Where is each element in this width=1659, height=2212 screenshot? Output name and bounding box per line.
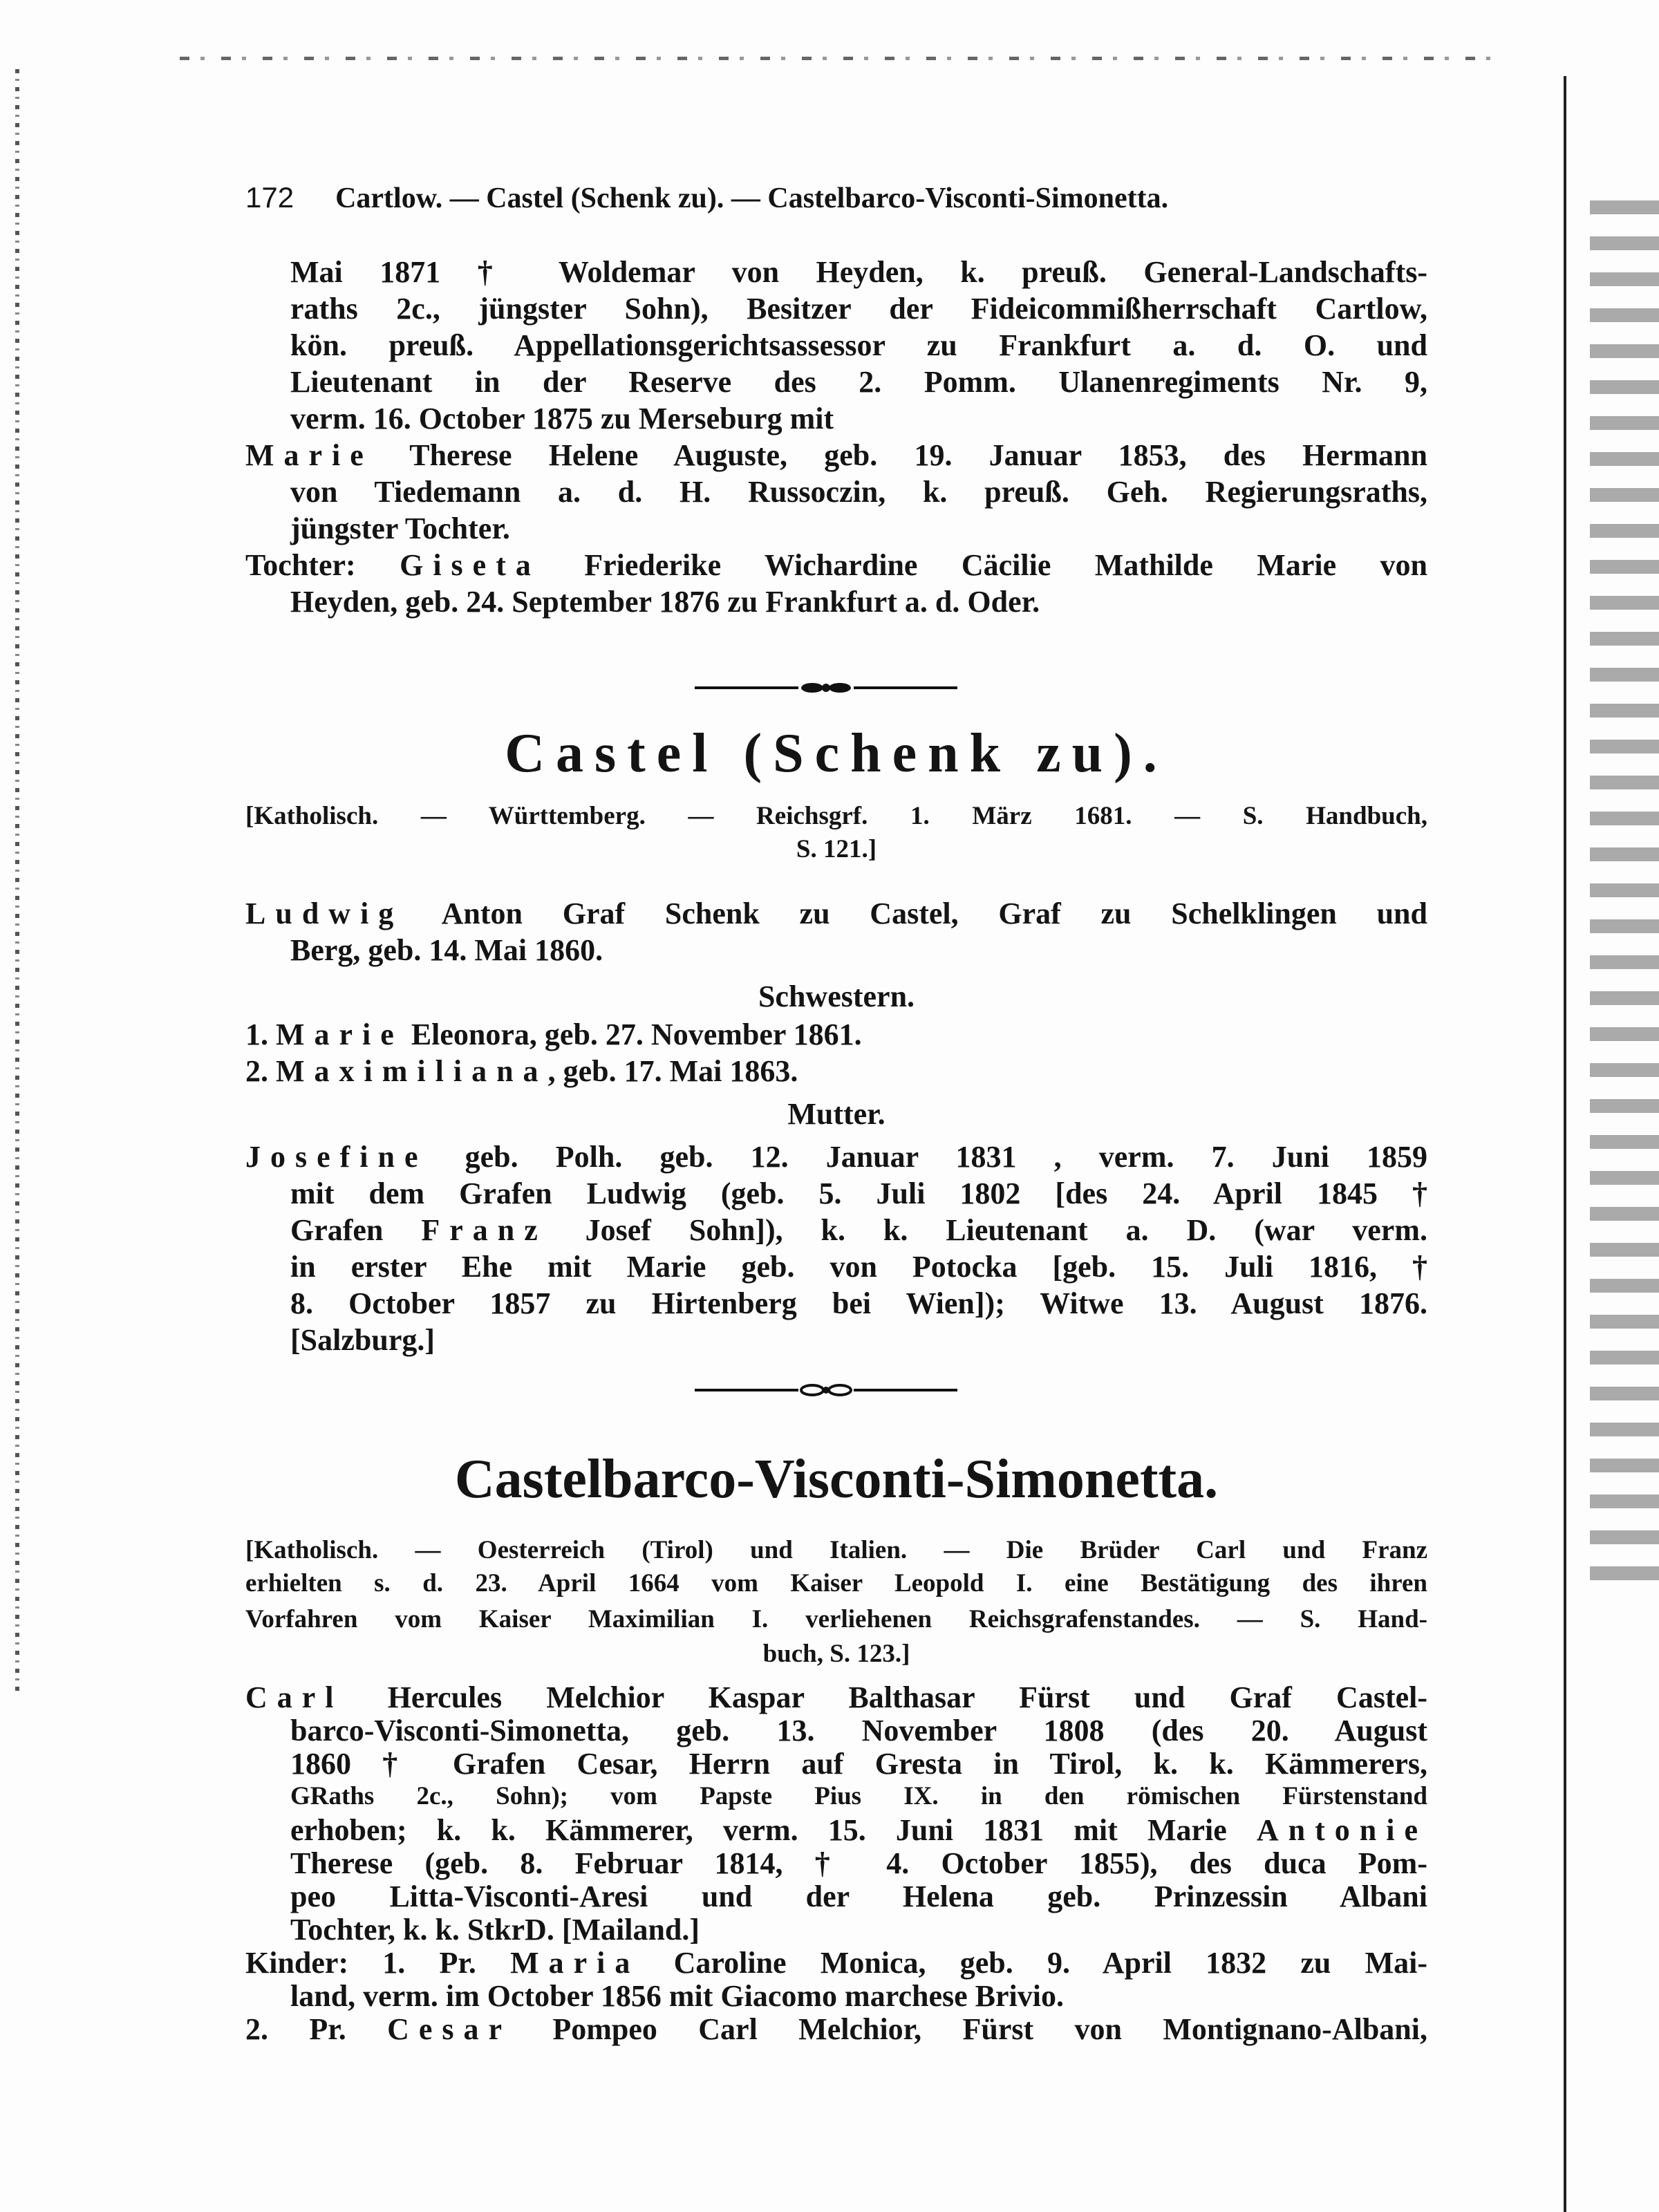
text-line: jüngster Tochter. (290, 512, 510, 545)
spaced-name: Maria (510, 1946, 640, 1980)
text-line: verm. 16. October 1875 zu Merseburg mit (290, 402, 834, 435)
text-line (245, 1139, 1427, 1175)
adjacent-page-fragment (1590, 200, 1659, 1583)
text-line: Mai 1871 † Woldemar von Heyden, k. preuß. General-Landschafts- (290, 255, 1427, 289)
text-line: kön. preuß. Appellationsgerichtsassessor zu Frankfurt a. d. O. und (290, 328, 1427, 362)
scan-edge-noise-left (15, 69, 19, 1694)
spaced-name: Cesar (387, 2012, 512, 2046)
list-number: 1. (245, 1018, 276, 1051)
spaced-name: Antonie (1256, 1813, 1427, 1847)
line-text: , geb. 17. Mai 1863. (547, 1054, 798, 1088)
subheading-mother: Mutter. (787, 1097, 885, 1131)
text-line: barco-Visconti-Simonetta, geb. 13. November 1808 (des 20. August (290, 1714, 1427, 1747)
scan-edge-noise-top (180, 57, 1493, 60)
line-text: Josef Sohn]), k. k. Lieutenant a. D. (war verm. (547, 1213, 1427, 1247)
text-line: peo Litta-Visconti-Aresi und der Helena geb. Prinzessin Albani (290, 1880, 1427, 1913)
note-line: Vorfahren vom Kaiser Maximilian I. verliehenen Reichsgrafenstandes. — S. Hand- (245, 1605, 1427, 1633)
subheading-sisters: Schwestern. (758, 980, 915, 1013)
line-text: Hercules Melchior Kaspar Balthasar Fürst und Graf Castel- (343, 1680, 1427, 1714)
spaced-name: Marie (245, 438, 373, 472)
list-item (245, 1017, 1427, 1053)
text-line (290, 1212, 1427, 1248)
line-text: Caroline Monica, geb. 9. April 1832 zu Mai- (639, 1946, 1428, 1980)
running-title: Cartlow. — Castel (Schenk zu). — Castelbarco-Visconti-Simonetta. (335, 182, 1169, 214)
text-line: Lieutenant in der Reserve des 2. Pomm. Ulanenregiments Nr. 9, (290, 365, 1427, 399)
spaced-name: Carl (245, 1680, 344, 1714)
section-title-castel: Castel (Schenk zu). (505, 723, 1168, 784)
spaced-name: Marie (276, 1018, 404, 1051)
note-line: [Katholisch. — Oesterreich (Tirol) und Italien. — Die Brüder Carl und Franz (245, 1536, 1427, 1564)
spaced-name: Maximiliana (276, 1054, 548, 1088)
text-line: GRaths 2c., Sohn); vom Papste Pius IX. in den römischen Fürstenstand (290, 1782, 1427, 1810)
text-line: [Salzburg.] (290, 1323, 435, 1357)
list-number: 2. (245, 1054, 276, 1088)
spaced-name: Giseta (400, 548, 541, 582)
spaced-name: Franz (421, 1213, 547, 1247)
text-line: mit dem Grafen Ludwig (geb. 5. Juli 1802 [des 24. April 1845 † (290, 1177, 1427, 1210)
line-text: Therese Helene Auguste, geb. 19. Januar 1853, des Hermann (373, 438, 1427, 472)
line-text: Pompeo Carl Melchior, Fürst von Montignano-Albani, (512, 2012, 1427, 2046)
text-line: land, verm. im October 1856 mit Giacomo marchese Brivio. (290, 1979, 1064, 2013)
page-number: 172 (245, 181, 294, 214)
page-gutter-line (1564, 76, 1566, 2212)
text-line (245, 2012, 1427, 2047)
note-line: buch, S. 123.] (762, 1640, 910, 1668)
note-line: S. 121.] (796, 835, 877, 863)
list-number: 2. Pr. (245, 2012, 388, 2046)
spaced-name: Ludwig (245, 897, 404, 930)
text-line: Berg, geb. 14. Mai 1860. (290, 933, 603, 967)
text-line (245, 438, 1427, 474)
line-text: geb. Polh. geb. 12. Januar 1831 , verm. 7. Juni 1859 (427, 1140, 1427, 1174)
note-line: [Katholisch. — Württemberg. — Reichsgrf. 1. März 1681. — S. Handbuch, (245, 802, 1427, 830)
text-line (290, 1812, 1427, 1848)
line-label: Tochter: (245, 548, 400, 582)
line-text: Grafen (290, 1213, 422, 1247)
line-text: Friederike Wichardine Cäcilie Mathilde Marie von (540, 548, 1428, 582)
list-item (245, 1053, 1427, 1089)
section-divider-ornament (695, 1380, 957, 1400)
section-divider-ornament (695, 677, 957, 698)
text-line: Therese (geb. 8. Februar 1814, † 4. October 1855), des duca Pom- (290, 1846, 1427, 1880)
line-text: Eleonora, geb. 27. November 1861. (403, 1018, 862, 1051)
running-header (245, 181, 1351, 215)
text-line: 1860 † Grafen Cesar, Herrn auf Gresta in Tirol, k. k. Kämmerers, (290, 1747, 1427, 1781)
line-text: Anton Graf Schenk zu Castel, Graf zu Schelklingen und (403, 897, 1427, 930)
text-line (245, 1680, 1427, 1716)
text-line: Tochter, k. k. StkrD. [Mailand.] (290, 1913, 700, 1947)
text-line: in erster Ehe mit Marie geb. von Potocka [geb. 15. Juli 1816, † (290, 1250, 1427, 1284)
spaced-name: Josefine (245, 1140, 428, 1174)
text-line: 8. October 1857 zu Hirtenberg bei Wien]); Witwe 13. August 1876. (290, 1286, 1427, 1320)
text-line (245, 547, 1427, 583)
note-line: erhielten s. d. 23. April 1664 vom Kaiser Leopold I. eine Bestätigung des ihren (245, 1569, 1427, 1597)
text-line (245, 896, 1427, 932)
text-line: von Tiedemann a. d. H. Russoczin, k. preuß. Geh. Regierungsraths, (290, 475, 1427, 509)
text-line: raths 2c., jüngster Sohn), Besitzer der Fideicommißherrschaft Cartlow, (290, 292, 1427, 326)
text-line (245, 1945, 1427, 1981)
line-text: erhoben; k. k. Kämmerer, verm. 15. Juni 1831 mit Marie (290, 1813, 1257, 1847)
line-label: Kinder: 1. Pr. (245, 1946, 511, 1980)
text-line: Heyden, geb. 24. September 1876 zu Frankfurt a. d. Oder. (290, 585, 1040, 619)
section-title-castelbarco: Castelbarco-Visconti-Simonetta. (454, 1449, 1219, 1510)
